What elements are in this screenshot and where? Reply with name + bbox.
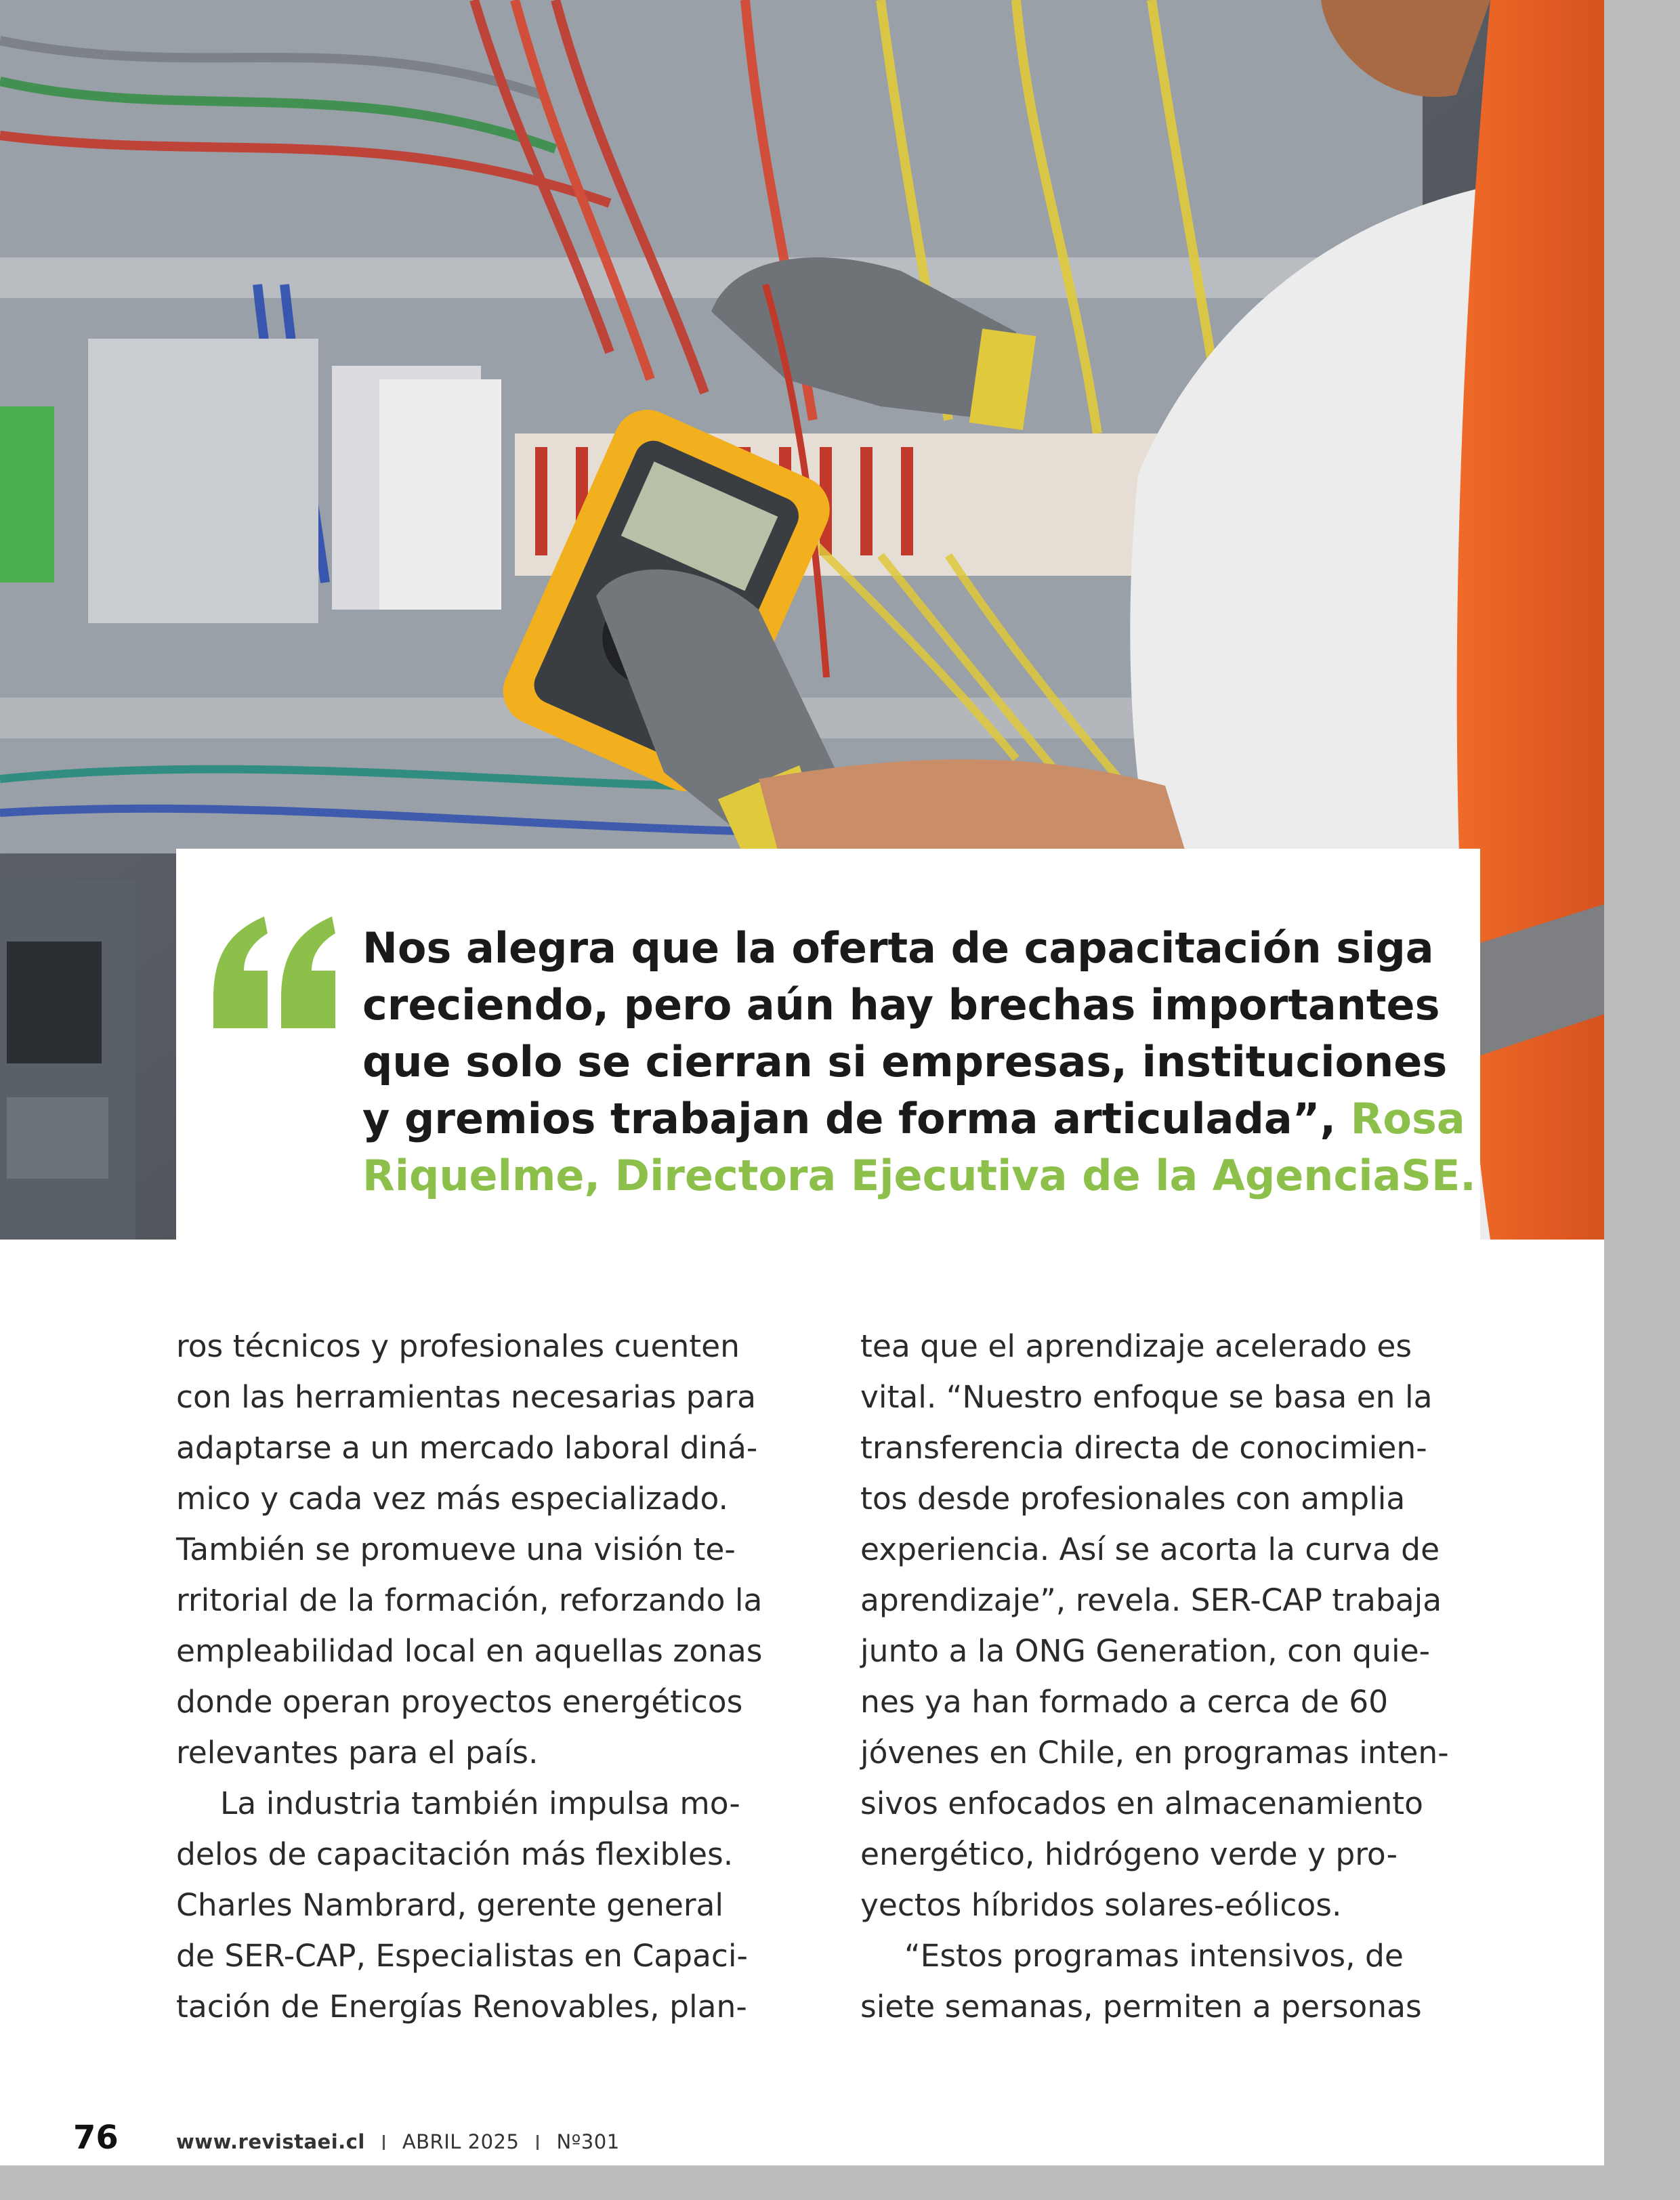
text-line: ros técnicos y profesionales cuenten (176, 1328, 740, 1364)
quote-attribution-name: Rosa (1350, 1094, 1465, 1143)
quote-mark-icon (207, 903, 342, 1038)
text-line: “Estos programas intensivos, de (904, 1938, 1404, 1974)
text-line: junto a la ONG Generation, con quie- (860, 1633, 1431, 1669)
text-line: tea que el aprendizaje acelerado es (860, 1328, 1412, 1364)
text-line: experiencia. Así se acorta la curva de (860, 1531, 1440, 1567)
quote-text (362, 920, 1476, 1204)
issue-number: Nº301 (556, 2130, 620, 2153)
page-number: 76 (73, 2119, 119, 2157)
text-line: de SER-CAP, Especialistas en Capaci- (176, 1938, 748, 1974)
text-line: Charles Nambrard, gerente general (176, 1887, 724, 1923)
text-line: rritorial de la formación, reforzando la (176, 1582, 763, 1618)
text-line: donde operan proyectos energéticos (176, 1684, 743, 1720)
website-link[interactable]: www.revistaei.cl (176, 2130, 365, 2153)
quote-line-with-attribution (362, 1091, 1465, 1147)
text-line: jóvenes en Chile, en programas inten- (860, 1735, 1449, 1771)
article-column-left (176, 1321, 793, 2032)
text-line: con las herramientas necesarias para (176, 1379, 757, 1415)
paragraph (860, 1930, 1477, 2032)
paragraph (176, 1321, 793, 1778)
page-edge-band (1604, 0, 1680, 2200)
text-line: delos de capacitación más flexibles. (176, 1836, 734, 1872)
text-line: También se promueve una visión te- (176, 1531, 736, 1567)
quote-line: creciendo, pero aún hay brechas importantes (362, 980, 1440, 1030)
issue-date: ABRIL 2025 (402, 2130, 520, 2153)
paragraph (176, 1778, 793, 2032)
quote-attribution: Riquelme, Directora Ejecutiva de la AgenciaSE. (362, 1151, 1476, 1200)
text-line: yectos híbridos solares-eólicos. (860, 1887, 1342, 1923)
text-line: nes ya han formado a cerca de 60 (860, 1684, 1389, 1720)
text-line: sivos enfocados en almacenamiento (860, 1785, 1423, 1821)
footer-separator (383, 2135, 385, 2150)
text-line: adaptarse a un mercado laboral diná- (176, 1430, 758, 1466)
pull-quote (176, 849, 1480, 1240)
text-line: transferencia directa de conocimien- (860, 1430, 1427, 1466)
quote-line: Nos alegra que la oferta de capacitación siga (362, 923, 1434, 973)
text-line: tación de Energías Renovables, plan- (176, 1989, 747, 2025)
text-line: aprendizaje”, revela. SER-CAP trabaja (860, 1582, 1442, 1618)
article-column-right (860, 1321, 1477, 2032)
text-line: La industria también impulsa mo- (220, 1785, 740, 1821)
quote-line: que solo se cierran si empresas, instituciones (362, 1037, 1448, 1086)
text-line: tos desde profesionales con amplia (860, 1481, 1406, 1517)
text-line: vital. “Nuestro enfoque se basa en la (860, 1379, 1433, 1415)
text-line: mico y cada vez más especializado. (176, 1481, 728, 1517)
text-line: siete semanas, permiten a personas (860, 1989, 1422, 2025)
quote-line: y gremios trabajan de forma articulada”, (362, 1094, 1351, 1143)
text-line: energético, hidrógeno verde y pro- (860, 1836, 1398, 1872)
text-line: empleabilidad local en aquellas zonas (176, 1633, 763, 1669)
text-line: relevantes para el país. (176, 1735, 539, 1771)
page-bottom-band (0, 2165, 1680, 2200)
footer-info (176, 2130, 620, 2153)
paragraph (860, 1321, 1477, 1930)
footer-separator (537, 2135, 539, 2150)
